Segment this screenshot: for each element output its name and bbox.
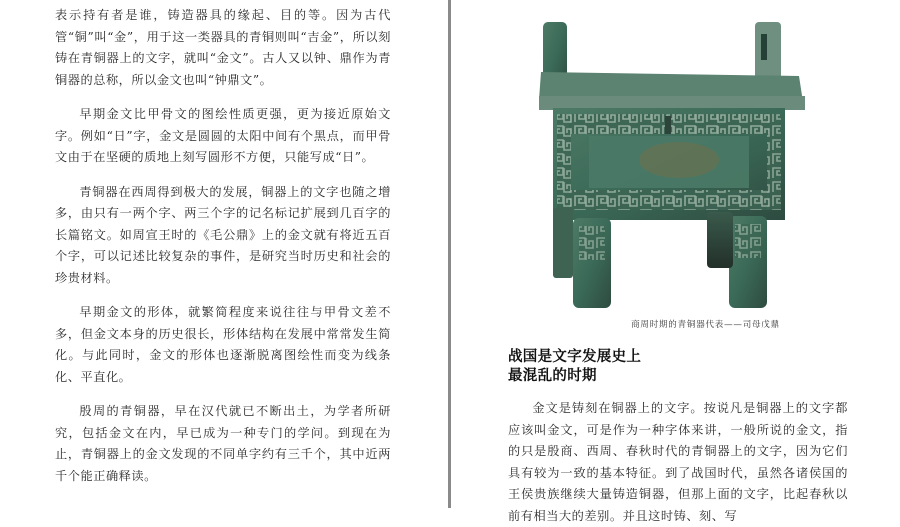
bronze-ding-figure xyxy=(529,12,819,312)
paragraph: 表示持有者是谁，铸造器具的缘起、目的等。因为古代管“铜”叫“金”，用于这一类器具的青铜则叫“吉金”，所以刻铸在青铜器上的文字，就叫“金文”。古人又以钟、鼎作为青铜器的总称，所以金文也叫“钟鼎文”。 xyxy=(55,8,391,87)
paragraph: 早期金文比甲骨文的图绘性质更强，更为接近原始文字。例如“日”字，金文是圆圆的太阳中间有个黑点，而甲骨文由于在坚硬的质地上刻写圆形不方便，只能写成“日”。 xyxy=(55,107,391,164)
paragraph: 金文是铸刻在铜器上的文字。按说凡是铜器上的文字都应该叫金文，可是作为一种字体来讲，一般所说的金文，指的只是殷商、西周、春秋时代的青铜器上的文字，因为它们具有较为一致的基本特征。到了战国时代，虽然各诸侯国的王侯贵族继续大量铸造铜器，但那上面的文字，比起春秋以前有相当大的差别。并且这时铸、刻、写 xyxy=(508,401,848,523)
ding-illustration-icon xyxy=(529,12,819,312)
figure-caption: 商周时期的青铜器代表——司母戊鼎 xyxy=(631,320,780,330)
section-heading xyxy=(508,348,641,386)
paragraph: 青铜器在西周得到极大的发展，铜器上的文字也随之增多，由只有一两个字、两三个字的记名标记扩展到几百字的长篇铭文。如周宣王时的《毛公鼎》上的金文就有将近五百个字，可以记述比较复杂的事件，是研究当时历史和社会的珍贵材料。 xyxy=(55,184,391,285)
section-heading-line2: 最混乱的时期 xyxy=(508,368,597,384)
left-page-text xyxy=(55,5,391,500)
paragraph: 早期金文的形体，就繁简程度来说往往与甲骨文差不多，但金文本身的历史很长，形体结构在发展中常常发生简化。与此同时，金文的形体也逐渐脱离图绘性而变为线条化、平直化。 xyxy=(55,305,391,384)
section-heading-line1: 战国是文字发展史上 xyxy=(508,349,642,365)
left-page xyxy=(0,0,448,508)
right-page xyxy=(451,0,900,523)
paragraph: 殷周的青铜器，早在汉代就已不断出土，为学者所研究，包括金文在内，早已成为一种专门的学问。到现在为止，青铜器上的金文发现的不同单字约有三千个，其中近两千个能正确释读。 xyxy=(55,404,391,483)
